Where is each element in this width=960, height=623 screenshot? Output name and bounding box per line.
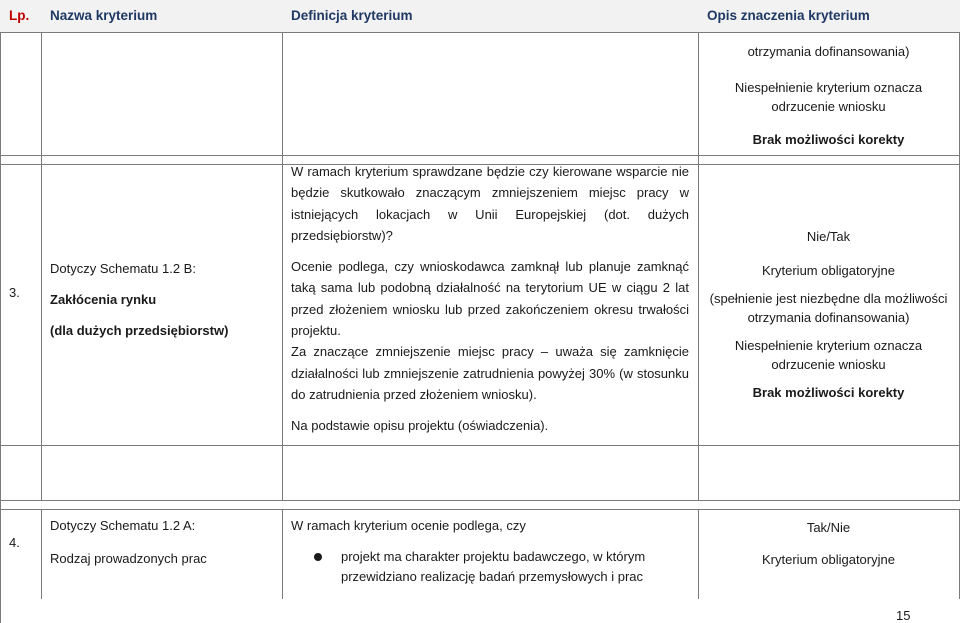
row4-yes-no: Tak/Nie <box>806 520 851 535</box>
row4-description <box>698 518 959 569</box>
row4-lp: 4. <box>9 535 20 550</box>
grid-line <box>0 32 1 623</box>
row4-name-title: Rodzaj prowadzonych prac <box>50 551 207 566</box>
row3-description <box>698 227 959 402</box>
row3-name-schema: Dotyczy Schematu 1.2 B: <box>50 261 196 276</box>
grid-line <box>0 445 960 446</box>
grid-line <box>41 509 42 599</box>
prev-desc-line: otrzymania dofinansowania) <box>747 44 910 59</box>
row4-definition <box>291 515 689 536</box>
row4-mandatory: Kryterium obligatoryjne <box>762 552 895 567</box>
row3-correction: Brak możliwości korekty <box>752 385 905 400</box>
table-header <box>0 0 960 33</box>
row3-def-question: W ramach kryterium sprawdzane będzie czy kierowane wsparcie nie będzie skutkowało znaczącym zmniejszeniem miejsc pracy w istniejących lokacjach w Unii Europejskiej (dot. dużych przedsiębiorstw)? <box>291 164 689 243</box>
row4-def-intro: W ramach kryterium ocenie podlega, czy <box>291 518 526 533</box>
row3-def-significant: Za znaczące zmniejszenie miejsc pracy – uważa się zamknięcie działalności lub zmniejszenie zatrudnienia powyżej 30% (w stosunku do zatrudnienia przed złożeniem wniosku). <box>291 344 689 402</box>
row3-name-subtitle: (dla dużych przedsiębiorstw) <box>50 323 229 338</box>
row3-yes-no: Nie/Tak <box>806 229 851 244</box>
grid-line <box>0 509 960 510</box>
header-name: Nazwa kryterium <box>50 8 158 23</box>
prev-row-description <box>698 42 959 149</box>
row3-name-title: Zakłócenia rynku <box>50 292 157 307</box>
row4-name-schema: Dotyczy Schematu 1.2 A: <box>50 518 196 533</box>
grid-line <box>282 32 283 500</box>
grid-line <box>0 155 960 156</box>
row4-name <box>50 516 276 568</box>
grid-line <box>0 500 960 501</box>
row3-note: (spełnienie jest niezbędne dla możliwości <box>709 291 948 306</box>
row3-def-basis: Na podstawie opisu projektu (oświadczenia). <box>291 418 549 434</box>
row3-def-assessment: Ocenie podlega, czy wnioskodawca zamknął lub planuje zamknąć taką sama lub podobną działalność na terytorium UE w ciągu 2 lat przed złożeniem wniosku lub przed zakończeniem okresu trwałości projektu. <box>291 259 689 339</box>
prev-desc-correction: Brak możliwości korekty <box>752 132 905 147</box>
row3-fail: Niespełnienie kryterium oznacza <box>734 338 923 353</box>
header-description: Opis znaczenia kryterium <box>707 8 870 23</box>
grid-line <box>41 32 42 500</box>
row3-mandatory: Kryterium obligatoryjne <box>762 263 895 278</box>
bullet-icon <box>314 553 322 561</box>
prev-desc-line: odrzucenie wniosku <box>771 99 886 114</box>
row4-bullet-line: przewidziano realizację badań przemysłowych i prac <box>341 569 644 584</box>
page-number: 15 <box>896 608 911 623</box>
header-lp: Lp. <box>9 8 30 23</box>
row3-note: otrzymania dofinansowania) <box>747 310 910 325</box>
row3-definition <box>291 161 689 437</box>
grid-line <box>282 509 283 599</box>
prev-desc-line: Niespełnienie kryterium oznacza <box>734 80 923 95</box>
row3-lp: 3. <box>9 285 20 300</box>
row3-fail: odrzucenie wniosku <box>771 357 886 372</box>
row3-name <box>50 259 276 340</box>
header-definition: Definicja kryterium <box>291 8 413 23</box>
row4-bullet <box>341 547 691 587</box>
row4-bullet-line: projekt ma charakter projektu badawczego, w którym <box>341 549 646 564</box>
